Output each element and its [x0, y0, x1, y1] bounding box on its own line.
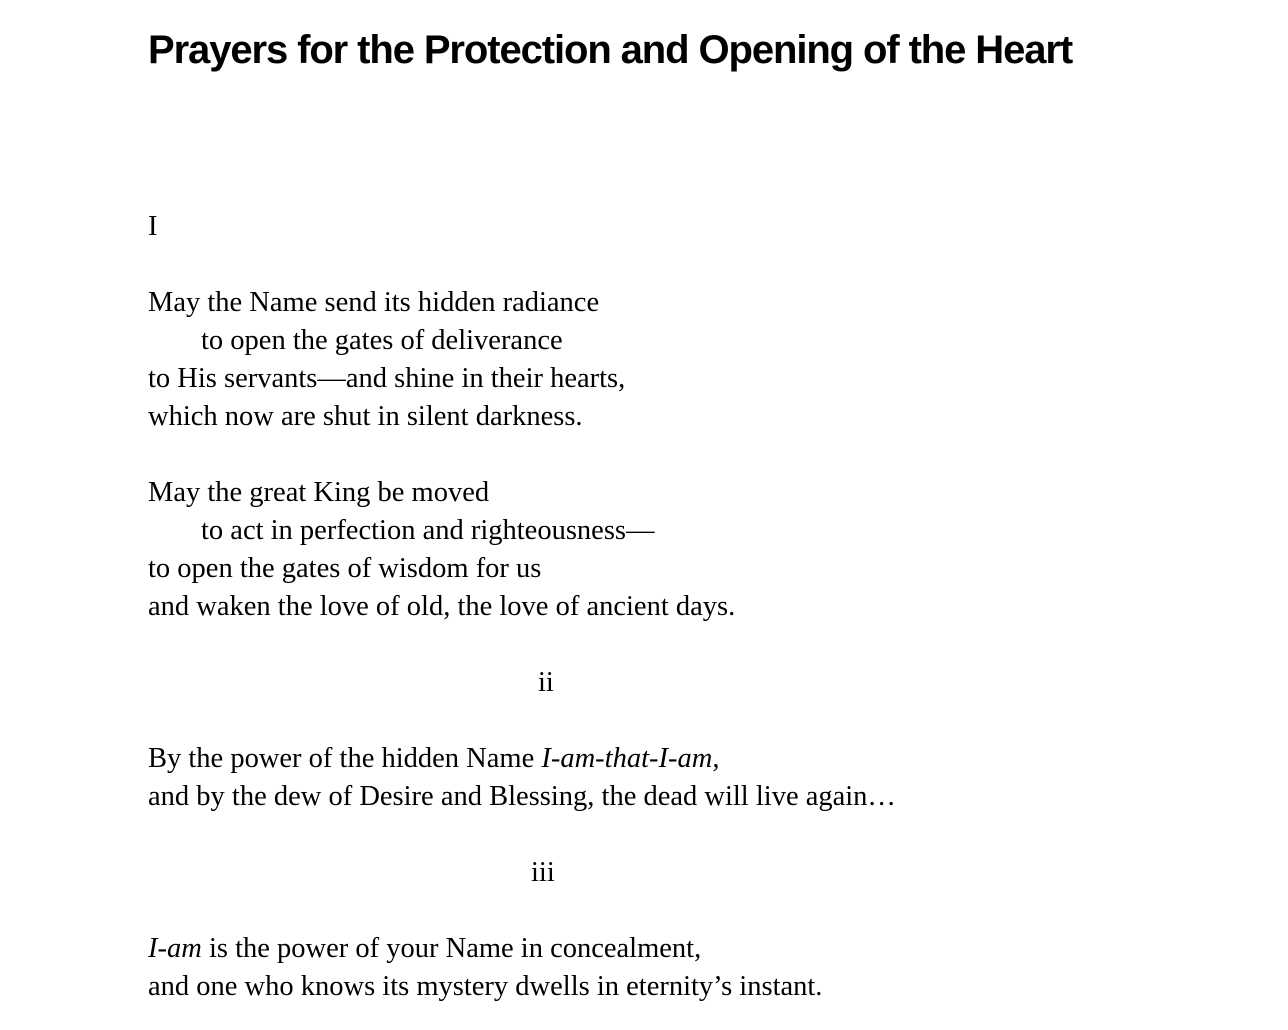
poem-line: to open the gates of wisdom for us — [148, 553, 542, 584]
stanza-break — [148, 816, 1198, 854]
stanza-break — [148, 246, 1198, 284]
poem-line: May the Name send its hidden radiance — [148, 287, 600, 318]
stanza-break — [148, 626, 1198, 664]
poem-line: to His servants—and shine in their hearts, — [148, 363, 626, 394]
italic-name: I-am — [148, 933, 202, 964]
stanza-break — [148, 702, 1198, 740]
poem-line: which now are shut in silent darkness. — [148, 401, 583, 432]
stanza-4 — [148, 930, 1198, 1006]
line-text: is the power of your Name in concealment, — [201, 933, 702, 964]
poem-line — [148, 740, 1198, 778]
poem-line-indented: to act in perfection and righteousness— — [201, 515, 655, 546]
line-text: By the power of the hidden Name — [148, 743, 542, 774]
poem-line — [148, 930, 1198, 968]
section-numeral-3: iii — [531, 857, 555, 888]
poem-body — [148, 208, 1198, 1006]
poem-line: and waken the love of old, the love of ancient days. — [148, 591, 736, 622]
section-numeral-2: ii — [538, 667, 554, 698]
stanza-break — [148, 436, 1198, 474]
italic-name: I-am-that-I-am — [541, 743, 713, 774]
poem-line: May the great King be moved — [148, 477, 490, 508]
stanza-3 — [148, 740, 1198, 816]
poem-line: and by the dew of Desire and Blessing, the dead will live again… — [148, 781, 896, 812]
stanza-1 — [148, 284, 1198, 436]
section-numeral-1: I — [148, 211, 158, 242]
page-title: Prayers for the Protection and Opening of the Heart — [148, 28, 1073, 72]
stanza-2 — [148, 474, 1198, 626]
poem-line-indented: to open the gates of deliverance — [201, 325, 563, 356]
poem-line: and one who knows its mystery dwells in eternity’s instant. — [148, 971, 823, 1002]
stanza-break — [148, 892, 1198, 930]
line-text: , — [712, 743, 720, 774]
